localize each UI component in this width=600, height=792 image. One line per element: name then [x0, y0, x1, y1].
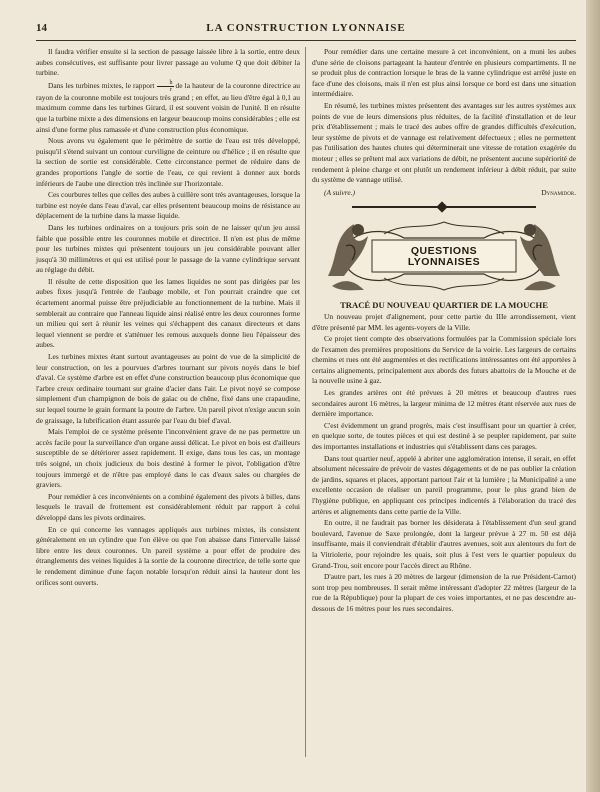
author-signature: Dynamidor. [541, 187, 576, 197]
paragraph: Il faudra vérifier ensuite si la section de passage laissée libre à la sortie, entre deux aubes consécutives, est suffisante pour livrer passage au volume Q que doit débiter la turbine. [36, 47, 300, 78]
page-number: 14 [36, 22, 47, 34]
paragraph: Nous avons vu également que le périmètre de sortie de l'eau est très développé, puisqu'il s'étend suivant un contour curviligne de ceinture ou d'hélice ; il en résulte que la section de sortie est considérable. Cette circonstance permet de réduire dans de grandes proportions l'angle de sortie de l'eau, ce qui revient à donner aux bords inférieurs de l'aube une direction très inclinée sur l'horizontale. [36, 136, 300, 188]
paragraph: Pour remédier dans une certaine mesure à cet inconvénient, on a muni les aubes d'une série de cloisons partageant la hauteur d'entrée en plusieurs compartiments. Il ne se produit plus de contraction lorsque le bras de la vanne cylindrique est arrêté juste en face d'une des cloisons, mais il n'en est plus ainsi lorsque ce bord est dans une situation intermédiaire. [312, 47, 576, 99]
header-rule [36, 40, 576, 41]
page-edge-shadow [586, 0, 600, 792]
ratio-fraction [157, 80, 174, 93]
paragraph: Un nouveau projet d'alignement, pour cette partie du IIIe arrondissement, vient d'être présenté par MM. les agents-voyers de la Ville. [312, 311, 576, 332]
paragraph: Pour remédier à ces inconvénients on a combiné également des pivots à billes, dans lesquels le travail de frottement est considérablement réduit par rapport à celui développé dans les pivots ordinaires. [36, 491, 300, 522]
article-signature [312, 188, 576, 199]
fraction-denominator: r [170, 86, 173, 93]
paragraph: En ce qui concerne les vannages appliqués aux turbines mixtes, ils consistent généralement en un cylindre que l'on élève ou que l'on abaisse dans l'intervalle laissé libre entre les deux couronnes. Un pareil système a pour effet de produire des étranglements des veines liquides à la sortie de la couronne directrice, de telle sorte que le rendement diminue d'une façon notable lorsqu'on réduit ainsi la hauteur dont les orifices sont ouverts. [36, 524, 300, 587]
section-heading: TRACÉ DU NOUVEAU QUARTIER DE LA MOUCHE [340, 300, 548, 311]
paragraph: Les grandes artères ont été prévues à 20 mètres et beaucoup d'autres rues secondaires auront 16 mètres, la largeur minima de 12 mètres étant réservée aux rues de dernière importance. [312, 388, 576, 419]
ornamental-banner [324, 216, 564, 296]
paragraph: D'autre part, les rues à 20 mètres de largeur (dimension de la rue Président-Carnot) sont trop peu nombreuses. Il serait même intéressant d'adopter 22 mètres (largeur de la rue de la République) pour la plupart de ces voies importantes, et ne pas descendre au-dessous de 16 mètres pour les rues secondaires. [312, 572, 576, 613]
paragraph: Ce projet tient compte des observations formulées par la Commission spéciale lors de l'examen des premières propositions du Service de la voirie. Les largeurs de certains chemins et rues ont été augmentées et des rectifications intéressantes ont été apportées à certains alignements, principalement aux abords des futurs abattoirs de la Mouche et de la nouvelle usine à gaz. [312, 334, 576, 386]
ratio-text-after: de la hauteur de la couronne directrice au rayon de la couronne mobile est toujours très grand ; en effet, au lieu d'être égal à 0,1 au maximum comme dans les turbines Girard, il est souvent voisin de l'unité. Il en résulte que la turbine mixte a des dimensions en largeur beaucoup moins considérables ; elle est ainsi d'une forme plus ramassée et d'une construction plus économique. [36, 80, 300, 134]
running-title: LA CONSTRUCTION LYONNAISE [206, 22, 406, 34]
paragraph: Ces courbures telles que celles des aubes à cuillère sont très avantageuses, lorsque la turbine est noyée dans l'eau d'aval, car elles présentent beaucoup moins de résistance au déplacement de la turbine dans la masse liquide. [36, 190, 300, 221]
left-column [36, 47, 300, 589]
column-divider [305, 47, 306, 757]
to-be-continued-note: (A suivre.) [324, 187, 355, 197]
page-header [36, 22, 576, 38]
paragraph: En résumé, les turbines mixtes présentent des avantages sur les autres systèmes aux points de vue de leurs dimensions plus réduites, de la facilité d'installation et de leur prix d'établissement ; mais le tracé des aubes offre de grandes difficultés d'exécution, leur système de pivots et de vannage est relativement défectueux ; elles ne permettent pas l'utilisation des hautes chutes qui déterminerait une vitesse de rotation exagérée du moteur ; elles se prêtent mal aux variations de débit, ne présentent aucune supériorité de rendement à pleine charge et ont plutôt un rendement inférieur à débit réduit, par suite du système de vannage utilisé. [312, 100, 576, 185]
banner-title: QUESTIONS LYONNAISES [407, 245, 481, 268]
separator-ornament [436, 202, 447, 213]
right-column [312, 47, 576, 616]
ratio-text-before: Dans les turbines mixtes, le rapport [48, 80, 155, 90]
paragraph: Il résulte de cette disposition que les lames liquides ne sont pas dirigées par les aubes fixes jusqu'à l'entrée de l'aubage mobile, et l'on pourrait craindre que cet écartement anormal puisse être préjudiciable au fonctionnement de la turbine. Mais il semblerait au contraire que l'anneau liquide ainsi réalisé entre les deux couronnes forme un milieu qui sert à réunir les veines qui s'échappent des canaux directeurs et dans lequel viennent se perdre et s'atténuer les remous auxquels donne lieu l'épaisseur des aubes. [36, 276, 300, 350]
paragraph: Dans tout quartier neuf, appelé à abriter une agglomération intense, il serait, en effet absolument nécessaire de prévoir de vastes dégagements et de ne pas oublier la création de jardins, squares et places, apportant partout l'air et la lumière ; la Municipalité a une excellente occasion de réaliser un pareil programme, pour le plus grand bien de l'hygiène publique, en appliquant ces principes indicentés à l'élaboration du tracé des artères et alignements dans cette partie de la Ville. [312, 453, 576, 516]
section-separator [312, 202, 576, 212]
paragraph: Les turbines mixtes étant surtout avantageuses au point de vue de la simplicité de leur construction, on les a pourvues d'arbres tournant sur pivots noyés dans le bief d'aval. Ce système d'arbre est en effet d'une construction beaucoup plus économique que l'arbre creux ordinaire tournant sur graine d'acier dans l'air. Le pivot noyé se compose simplement d'un champignon de bois de gaïac ou de chêne, fixé dans une crapaudine, sur lequel tourne le grain formant la poutre de l'arbre. Un pareil pivot n'exige aucun soin de graissage, la lubrification étant assurée par l'eau du bief d'aval. [36, 352, 300, 425]
paragraph-with-ratio [36, 80, 300, 135]
fraction-numerator: h [157, 80, 174, 87]
paragraph: Dans les turbines ordinaires on a toujours pris soin de ne laisser qu'un jeu aussi faible que possible entre les couronnes mobile et directrice. Il n'en est plus de même pour les turbines mixtes qui présentent toujours un jeu considérable pouvant aller jusqu'à 30 millimètres et qui est utilisé pour le passage de la vanne cylindrique servant au réglage du débit. [36, 222, 300, 275]
paragraph: En outre, il ne faudrait pas borner les désiderata à l'établissement d'un seul grand boulevard, l'avenue de Saxe prolongée, dont la largeur prévue à 27 m. 50 est déjà insuffisante, mais il conviendrait d'établir d'autres avenues, soit aux alentours du fort de la Vitriolerie, pour rejoindre les quais, soit plus à l'est vers le quartier populeux du Grand-Trou, soit encore pour l'accès direct au Rhône. [312, 518, 576, 570]
paragraph: C'est évidemment un grand progrès, mais c'est insuffisant pour un quartier à créer, en quelque sorte, de toutes pièces et qui est destiné à se peupler rapidement, par suite des importantes installations et industries qui s'établissent dans ces parages. [312, 420, 576, 452]
paragraph: Mais l'emploi de ce système présente l'inconvénient grave de ne pas permettre un accès facile pour la surveillance d'un organe aussi délicat. Le pivot en bois est d'ailleurs susceptible de se détériorer assez rapidement. Il exige, dans tous les cas, un montage très soigné, un choix judicieux du bois destiné à former le pivot, l'obligation d'être toujours immergé et de n'être pas employé dans le cas d'eaux sales ou chargées de graviers. [36, 427, 300, 490]
